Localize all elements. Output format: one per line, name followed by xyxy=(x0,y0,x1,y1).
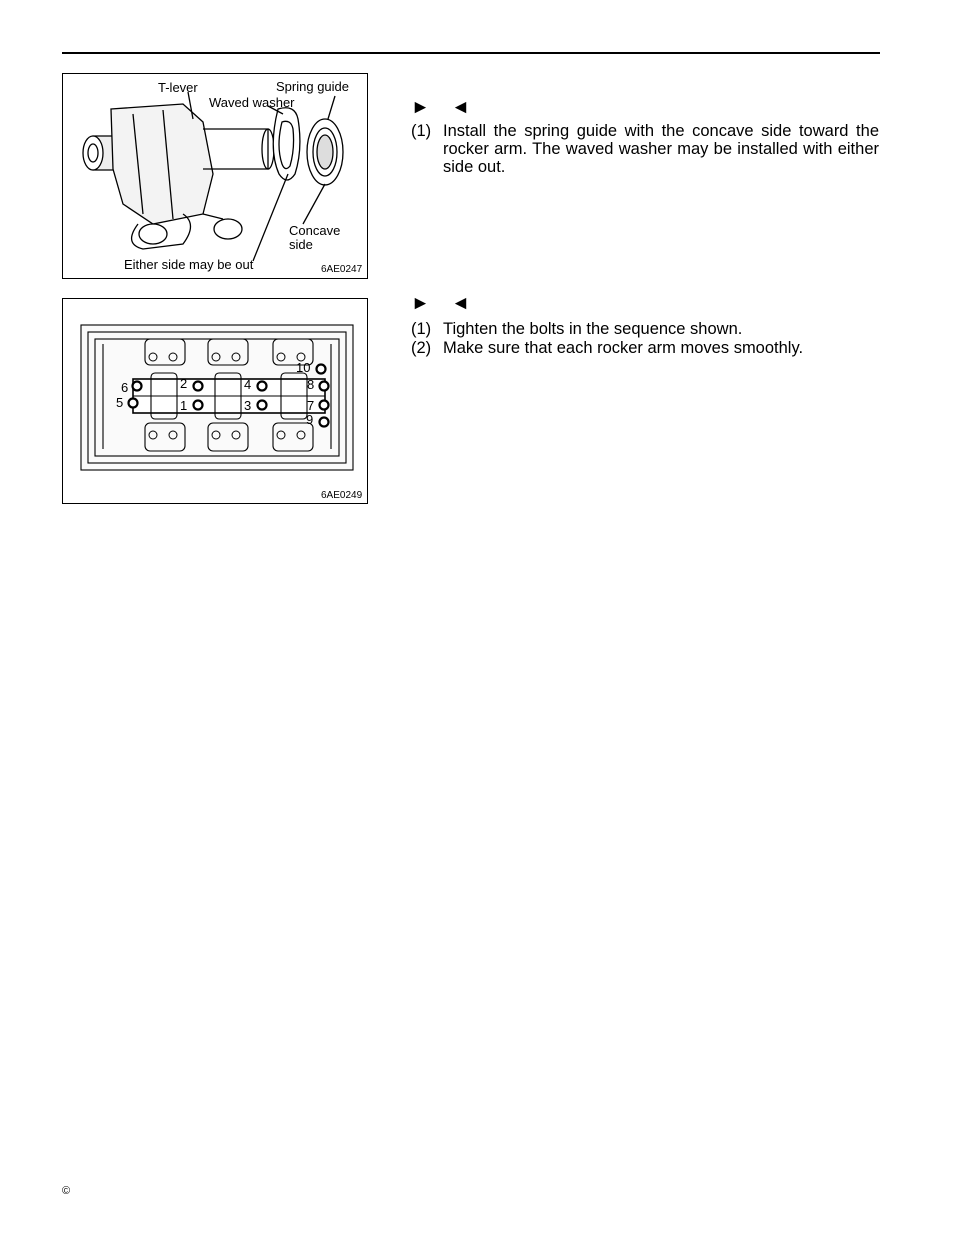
cylinder-head-illustration xyxy=(63,299,369,505)
label-waved-washer: Waved washer xyxy=(209,95,295,110)
list-item xyxy=(411,320,879,338)
bolt-number-3: 3 xyxy=(244,398,252,413)
item-number: (2) xyxy=(411,339,432,357)
item-text: Install the spring guide with the concave side toward the rocker arm. The waved washer may be installed with either side out. xyxy=(443,122,879,176)
instruction-section-2 xyxy=(411,294,879,357)
figure-code: 6AE0249 xyxy=(321,490,363,501)
bolt-number-5: 5 xyxy=(116,395,124,410)
figure-bolt-sequence xyxy=(62,298,368,504)
header-rule xyxy=(62,52,880,54)
figure-rocker-arm-spring-guide xyxy=(62,73,368,279)
copyright-symbol: © xyxy=(62,1185,71,1197)
item-text: Tighten the bolts in the sequence shown. xyxy=(443,320,743,338)
bolt-number-10: 10 xyxy=(296,360,311,375)
list-item xyxy=(411,122,879,176)
label-spring-guide: Spring guide xyxy=(276,79,349,94)
instruction-section-1 xyxy=(411,98,879,176)
bolt-number-9: 9 xyxy=(306,412,314,427)
item-text: Make sure that each rocker arm moves smoothly. xyxy=(443,339,804,357)
section-arrows: ► ◄ xyxy=(411,293,478,314)
bolt-number-2: 2 xyxy=(180,376,188,391)
bolt-number-6: 6 xyxy=(121,380,129,395)
bolt-number-1: 1 xyxy=(180,398,188,413)
item-number: (1) xyxy=(411,122,432,140)
label-either-side: Either side may be out xyxy=(124,257,254,272)
item-number: (1) xyxy=(411,320,432,338)
list-item xyxy=(411,339,879,357)
label-concave-side: Concave side xyxy=(289,223,341,252)
section-arrows: ► ◄ xyxy=(411,97,478,118)
bolt-number-4: 4 xyxy=(244,377,252,392)
figure-code: 6AE0247 xyxy=(321,264,363,275)
label-t-lever: T-lever xyxy=(158,80,198,95)
bolt-number-7: 7 xyxy=(307,398,315,413)
bolt-number-8: 8 xyxy=(307,377,315,392)
